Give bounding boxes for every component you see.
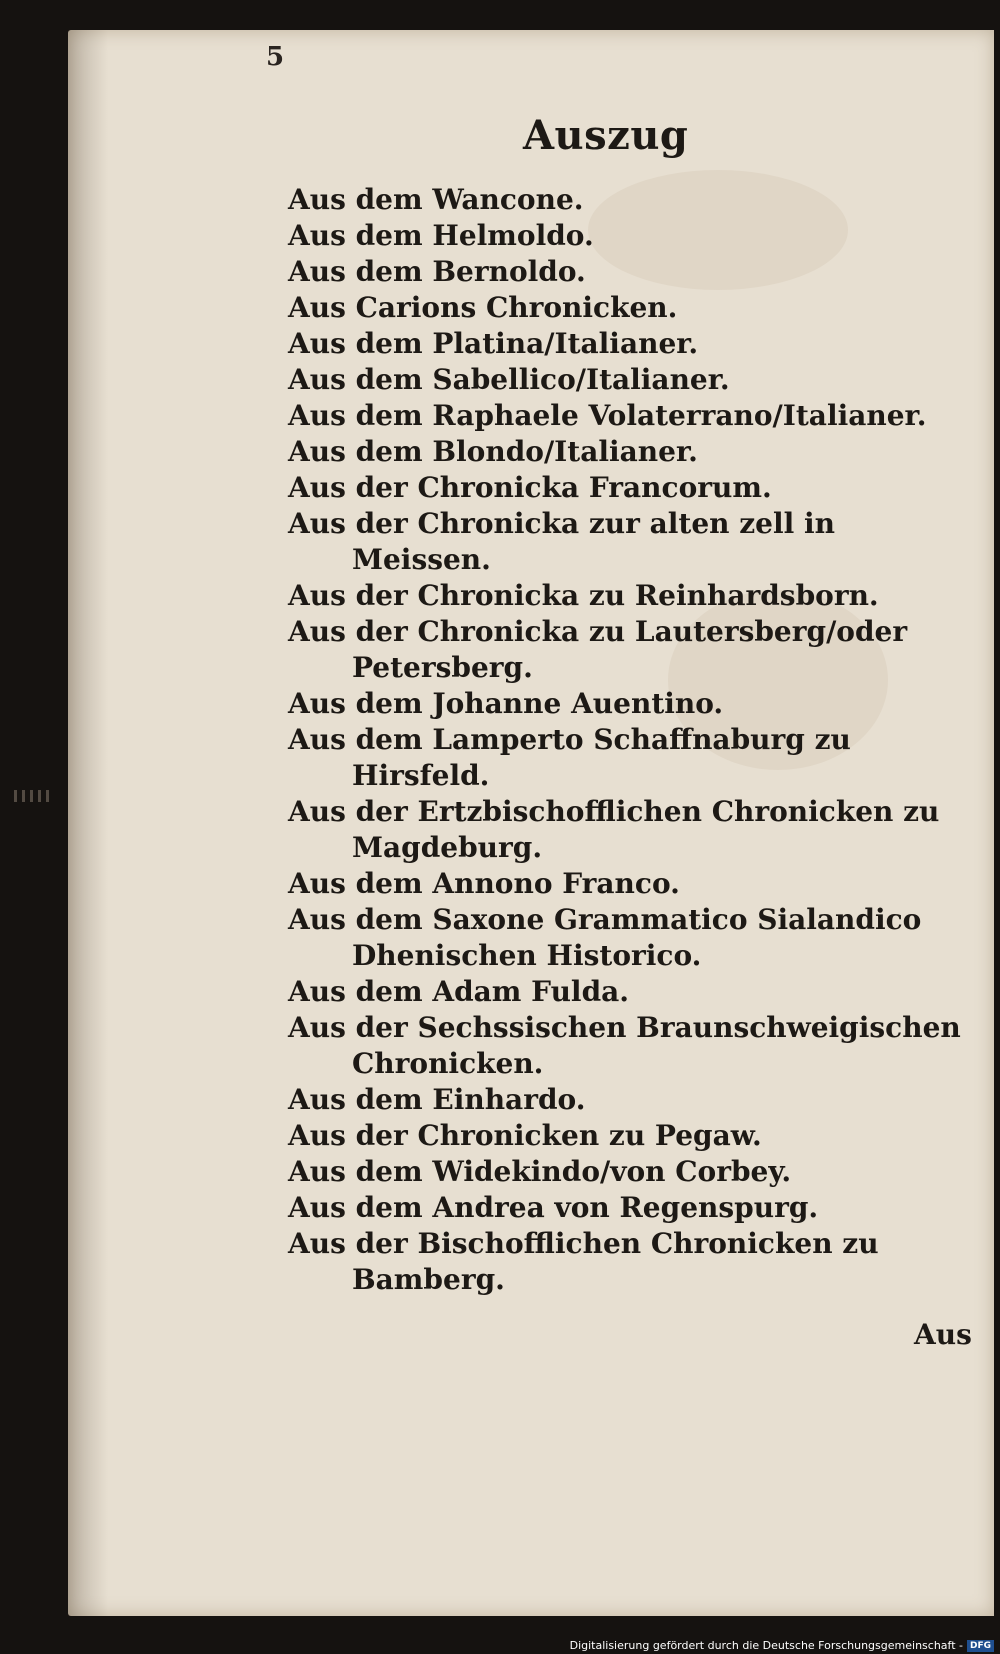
list-item: Aus dem Andrea von Regenspurg. — [288, 1191, 819, 1224]
list-item: Aus dem Platina/Italianer. — [288, 327, 699, 360]
credit-text: Digitalisierung gefördert durch die Deutsche Forschungsgemeinschaft - — [569, 1639, 963, 1652]
list-item: Aus Carions Chronicken. — [288, 291, 678, 324]
page-number: 5 — [266, 42, 285, 72]
running-head: Auszug — [523, 112, 689, 159]
list-item: Aus der Chronicka zur alten zell in Meissen. — [288, 507, 836, 576]
list-item: Aus der Chronicken zu Pegaw. — [288, 1119, 762, 1152]
list-item: Aus dem Saxone Grammatico Sialandico Dhenischen Historico. — [288, 903, 922, 972]
catchword: Aus — [914, 1318, 972, 1351]
list-item: Aus dem Helmoldo. — [288, 219, 594, 252]
list-item: Aus dem Einhardo. — [288, 1083, 586, 1116]
list-item: Aus der Chronicka zu Lautersberg/oder Petersberg. — [288, 615, 908, 684]
list-item: Aus dem Annono Franco. — [288, 867, 680, 900]
list-item: Aus der Ertzbischofflichen Chronicken zu Magdeburg. — [288, 795, 940, 864]
list-item: Aus dem Bernoldo. — [288, 255, 586, 288]
book-page — [68, 30, 994, 1616]
list-item: Aus dem Raphaele Volaterrano/Italianer. — [288, 399, 927, 432]
list-item: Aus der Bischofflichen Chronicken zu Bamberg. — [288, 1227, 879, 1296]
list-item: Aus dem Adam Fulda. — [288, 975, 630, 1008]
list-item: Aus der Chronicka zu Reinhardsborn. — [288, 579, 879, 612]
list-item: Aus dem Sabellico/Italianer. — [288, 363, 730, 396]
list-item: Aus dem Lamperto Schaffnaburg zu Hirsfeld. — [288, 723, 851, 792]
digitization-credit — [570, 1639, 994, 1652]
margin-mark — [14, 790, 54, 802]
list-item: Aus dem Blondo/Italianer. — [288, 435, 698, 468]
dfg-logo: DFG — [967, 1640, 994, 1652]
list-item: Aus dem Wancone. — [288, 183, 584, 216]
source-list — [288, 182, 968, 1298]
list-item: Aus dem Johanne Auentino. — [288, 687, 724, 720]
list-item: Aus dem Widekindo/von Corbey. — [288, 1155, 792, 1188]
list-item: Aus der Chronicka Francorum. — [288, 471, 772, 504]
page-edge-shadow — [68, 30, 108, 1616]
list-item: Aus der Sechssischen Braunschweigischen Chronicken. — [288, 1011, 961, 1080]
